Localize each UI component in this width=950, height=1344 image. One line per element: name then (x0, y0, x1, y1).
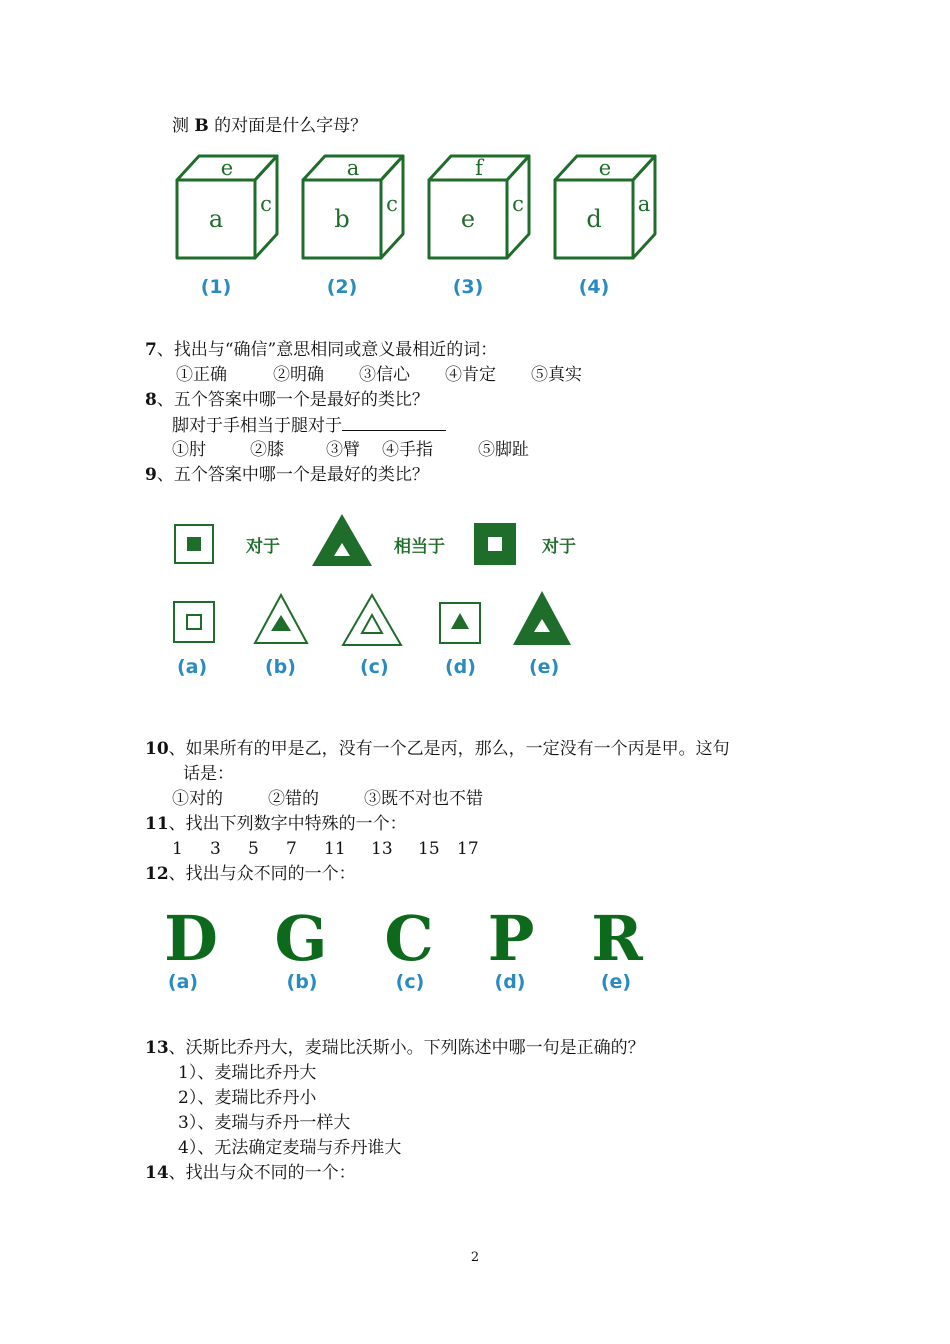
q8-option-1: ①肘 (172, 440, 206, 460)
cube-front-letter: a (208, 205, 224, 233)
q9-caption-c: (c) (360, 656, 389, 678)
q11-number-item: 1 (172, 839, 183, 859)
q12-caption-e: (e) (600, 971, 632, 993)
filled-triangle-with-hole-icon (312, 514, 372, 566)
q8-question (145, 389, 429, 411)
q14-number: 14 (145, 1163, 169, 1183)
q6-text-pre: 测 (172, 116, 195, 136)
q9-word-3: 对于 (542, 537, 576, 557)
q8-number: 8 (145, 390, 157, 410)
q14-text: 、找出与众不同的一个： (168, 1163, 356, 1183)
q12-caption-d: (d) (494, 971, 526, 993)
cube-top-letter: f (475, 156, 483, 180)
q10-option-3: ③既不对也不错 (364, 789, 483, 809)
cubes-figure (155, 140, 675, 315)
q6-text-bold: B (194, 116, 209, 136)
q10-option-2: ②错的 (268, 789, 319, 809)
q11-question (145, 813, 407, 835)
q6-text-post: 的对面是什么字母？ (208, 116, 368, 136)
cube-2 (303, 156, 403, 298)
cube-side-letter: c (386, 192, 398, 216)
q12-number: 12 (145, 864, 169, 884)
letter-g: G (274, 902, 328, 975)
cube-front-letter: b (334, 205, 350, 233)
option-c-triangle-icon (343, 595, 401, 645)
q7-option-1: ①正确 (176, 365, 227, 385)
q8-stem-text: 脚对于手相当于腿对于 (172, 416, 342, 436)
cube-top-letter: a (346, 156, 360, 180)
q8-options (172, 439, 529, 461)
q7-question (145, 339, 497, 361)
q10-text-cont: 话是： (183, 764, 234, 784)
cube-caption: (3) (452, 276, 484, 298)
q7-option-4: ④肯定 (445, 365, 496, 385)
cube-top-letter: e (220, 156, 234, 180)
cube-caption: (4) (578, 276, 610, 298)
cube-caption: (2) (326, 276, 358, 298)
q11-number-item: 3 (210, 839, 221, 859)
option-e-triangle-icon (513, 591, 571, 645)
cube-caption: (1) (200, 276, 232, 298)
q10-options (172, 788, 483, 810)
q11-numbers (172, 838, 479, 860)
q13-option-3: 3）、麦瑞与乔丹一样大 (178, 1113, 351, 1133)
q12-question (145, 863, 356, 885)
q13-question (145, 1037, 645, 1059)
q9-word-1: 对于 (246, 537, 280, 557)
q8-option-5: ⑤脚趾 (478, 440, 529, 460)
q9-caption-a: (a) (177, 656, 208, 678)
q9-word-2: 相当于 (394, 537, 445, 557)
cube-side-letter: c (260, 192, 272, 216)
q9-caption-e: (e) (529, 656, 560, 678)
cube-side-letter: a (637, 192, 651, 216)
q13-number: 13 (145, 1038, 169, 1058)
cube-3 (429, 156, 529, 298)
q8-answer-blank (342, 414, 446, 431)
q7-option-2: ②明确 (273, 365, 324, 385)
q7-text: 、找出与“确信”意思相同或意义最相近的词： (156, 340, 498, 360)
q9-question (145, 464, 429, 486)
q11-number-item: 7 (286, 839, 297, 859)
q8-text: 、五个答案中哪一个是最好的类比？ (156, 390, 429, 410)
q10-question-cont (183, 763, 234, 785)
q12-caption-c: (c) (395, 971, 425, 993)
cube-front-letter: e (460, 205, 476, 233)
page-number: 2 (470, 1250, 480, 1265)
q9-caption-b: (b) (265, 656, 296, 678)
q11-number: 11 (145, 814, 169, 834)
q10-number: 10 (145, 739, 169, 759)
q7-option-3: ③信心 (359, 365, 410, 385)
q8-stem (172, 414, 446, 437)
cube-side-letter: c (512, 192, 524, 216)
q9-number: 9 (145, 465, 157, 485)
q11-number-item: 5 (248, 839, 259, 859)
q8-option-3: ③臂 (326, 440, 360, 460)
q6-question (172, 115, 367, 137)
letter-c: C (384, 902, 434, 975)
q12-text: 、找出与众不同的一个： (168, 864, 356, 884)
q10-question (145, 738, 730, 760)
letter-d: D (164, 902, 218, 975)
letter-r: R (591, 902, 643, 975)
q8-option-2: ②膝 (250, 440, 284, 460)
cube-4 (555, 156, 655, 298)
q13-text: 、沃斯比乔丹大，麦瑞比沃斯小。下列陈述中哪一句是正确的？ (168, 1038, 645, 1058)
q11-number-item: 15 (418, 839, 440, 859)
q11-number-item: 17 (457, 839, 479, 859)
cube-1 (177, 156, 277, 298)
q13-option-1: 1）、麦瑞比乔丹大 (178, 1063, 317, 1083)
option-a-square-icon (174, 602, 214, 642)
q11-number-item: 11 (324, 839, 346, 859)
q9-text: 、五个答案中哪一个是最好的类比？ (156, 465, 429, 485)
q11-text: 、找出下列数字中特殊的一个： (168, 814, 407, 834)
q7-number: 7 (145, 340, 157, 360)
q8-option-4: ④手指 (382, 440, 433, 460)
q12-caption-a: (a) (167, 971, 199, 993)
q7-option-5: ⑤真实 (531, 365, 582, 385)
q14-question (145, 1162, 356, 1184)
q10-text: 、如果所有的甲是乙，没有一个乙是丙，那么，一定没有一个丙是甲。这句 (168, 739, 730, 759)
q7-options (176, 364, 582, 386)
q13-option-2: 2）、麦瑞比乔丹小 (178, 1088, 317, 1108)
q13-option-4: 4）、无法确定麦瑞与乔丹谁大 (178, 1138, 402, 1158)
analogy-figure (160, 505, 620, 690)
q12-caption-b: (b) (286, 971, 318, 993)
letter-p: P (487, 902, 535, 975)
letters-figure (155, 898, 660, 1008)
q9-caption-d: (d) (445, 656, 476, 678)
q10-option-1: ①对的 (172, 789, 223, 809)
cube-front-letter: d (586, 205, 602, 233)
cube-top-letter: e (598, 156, 612, 180)
q11-number-item: 13 (371, 839, 393, 859)
